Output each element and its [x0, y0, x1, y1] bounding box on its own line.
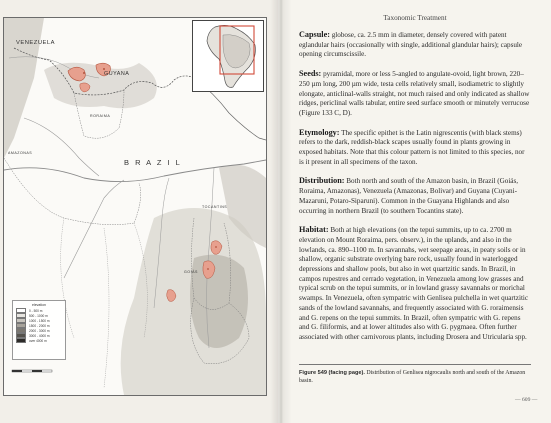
legend-label: 3000 - 4000 m [29, 333, 50, 338]
legend-label: 2000 - 3000 m [29, 328, 50, 333]
figure-caption [299, 369, 531, 385]
section-body: pyramidal, more or less 5-angled to angulate-ovoid, light brown, 220–250 µm long, 200 µm wide, testa cells relatively small, isodiametric to slightly elongate, anticlinal-walls straight, not much raised and only indicated as shallow ridges, periclinal walls tabular, entire seed surface smooth or minutely verrucose (Figure 133 C, D). [299, 70, 530, 117]
caption-text: Distribution of Genlisea nigrocaulis north and south of the Amazon basin. [299, 370, 526, 384]
section-body: Both at high elevations (on the tepui summits, up to ca. 2700 m elevation on Mount Roraima, pers. observ.), in the uplands, and also in the lowlands, ca. 890–1100 m. In savannahs, wet seepage areas, in peaty soils or in shallow, organic substrate overlying bare rock, usually found in waterlogged depressions and shallow pools, but also in wet quartzitic sands. In Brazil, in campos rupestres and cerrado vegetation, in Venezuela among low grasses and typical scrub on the tepui summits, or in lowland grassy savannahs or morichal swamps. In Venezuela, often sympatric with Genlisea pulchella in wet quartzitic sands of the lowland savannahs, and frequently associated with G. roraimensis and G. repens on the tepui summits. In Brazil, often sympatric with G. repens and G. filiformis, and at lower altitudes also with G. pygmaea. Often further associated with other carnivorous plants, including Drosera and Utricularia spp. [299, 226, 529, 341]
plateau-dark-shading [190, 255, 248, 348]
locator-inset-map [192, 20, 264, 92]
text-section [299, 30, 531, 60]
distribution-map [3, 17, 267, 396]
section-body: Both north and south of the Amazon basin, in Brazil (Goiás, Roraima, Amazonas), Venezuela (Amazonas, Bolivar) and Guyana (Cuyani-Mazaruni, Potaro-Siparuni). Common in the Guayana Highlands and also occurring in northern Brazil (to southern Tocantins state). [299, 177, 519, 215]
label-brazil: B R A Z I L [124, 158, 182, 167]
label-guyana: GUYANA [104, 71, 130, 77]
text-column [299, 30, 531, 352]
caption-label: Figure 549 (facing page). [299, 370, 365, 376]
caption-rule [299, 364, 531, 365]
book-gutter [270, 0, 292, 423]
andes-shading [4, 18, 44, 158]
label-goias: GOIÁS [184, 270, 198, 274]
distribution-point [207, 268, 209, 270]
elevation-legend [12, 300, 66, 360]
legend-label: 0 - 500 m [29, 308, 43, 313]
legend-label: over 4000 m [29, 338, 47, 343]
legend-title: elevation [31, 303, 46, 307]
distribution-point [215, 246, 217, 248]
legend-label: 1000 - 1500 m [29, 318, 50, 323]
text-section [299, 225, 531, 342]
distribution-point [103, 68, 105, 70]
page-number: — 609 — [515, 397, 538, 403]
legend-item [16, 338, 62, 343]
legend-swatch [16, 338, 26, 343]
legend-label: 1500 - 2000 m [29, 323, 50, 328]
section-term: Seeds: [299, 69, 322, 79]
section-body: The specific epithet is the Latin nigrescentis (with black stems) refers to the dark, reddish-black scapes usually found in plants growing in exposed habitats. Note that this colour pattern is not limited to this species, nor is it present in all specimens of the taxon. [299, 128, 525, 166]
section-body: globose, ca. 2.5 mm in diameter, densely covered with patent eglandular hairs (occasionally with single, additional glandular hairs); capsule opening circumscissile. [299, 31, 523, 59]
running-header: Taxonomic Treatment [383, 14, 447, 22]
section-term: Etymology: [299, 127, 340, 137]
section-term: Habitat: [299, 225, 329, 235]
label-tocantins: TOCANTINS [202, 205, 228, 209]
text-section [299, 128, 531, 168]
label-roraima: RORAIMA [90, 114, 111, 118]
text-section [299, 69, 531, 119]
section-term: Capsule: [299, 30, 330, 39]
section-term: Distribution: [299, 176, 345, 186]
legend-label: 500 - 1000 m [29, 313, 48, 318]
distribution-point [83, 72, 85, 74]
label-venezuela: VENEZUELA [16, 40, 55, 46]
label-amazonas: AMAZONAS [8, 151, 33, 155]
locator-map-drawing [193, 21, 263, 91]
scale-bar [12, 370, 52, 372]
legend-rows [16, 308, 62, 343]
negro-river [24, 118, 99, 176]
madeira-river [64, 180, 124, 278]
text-section [299, 176, 531, 216]
